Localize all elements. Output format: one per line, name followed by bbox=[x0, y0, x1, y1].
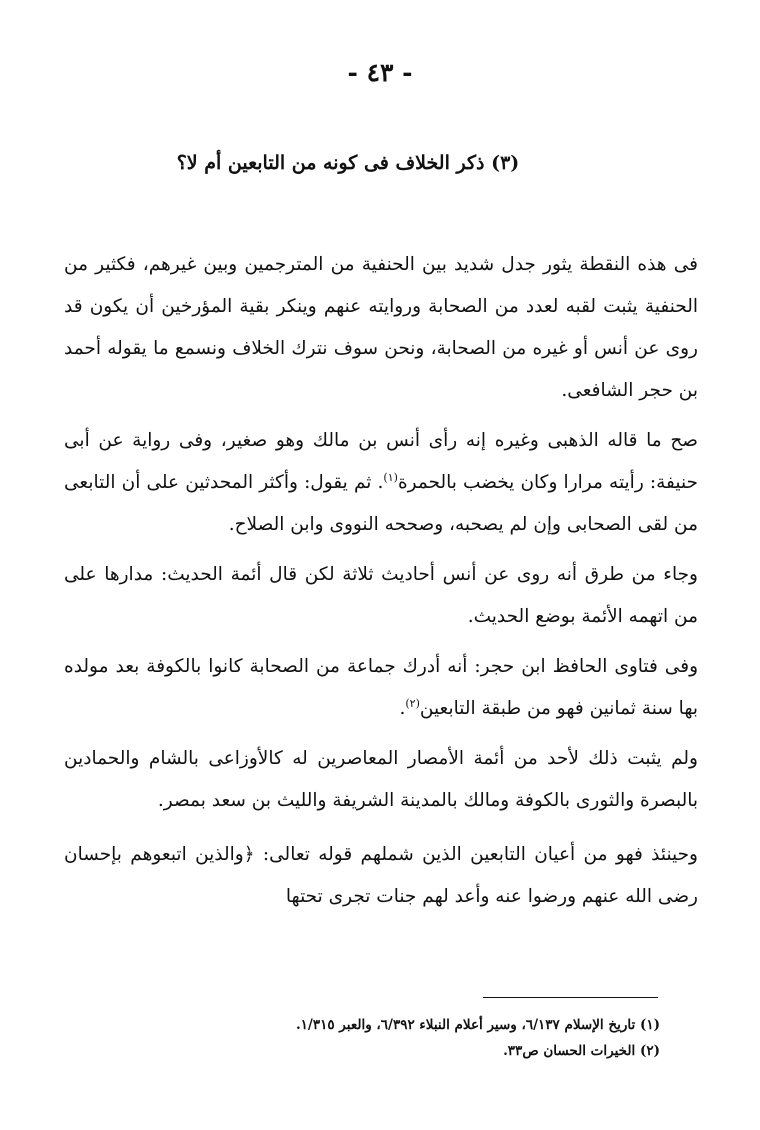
section-title: (٣) ذكر الخلاف فى كونه من التابعين أم لا؟ bbox=[176, 152, 520, 174]
paragraph-text: . bbox=[399, 698, 406, 719]
paragraph-text: صح ما قاله الذهبى وغيره إنه رأى أنس بن مالك وهو صغير، وفى رواية عن أبى حنيفة: رأيته مرارا وكان يخضب بالحمرة bbox=[64, 430, 698, 493]
footnote-divider bbox=[483, 997, 658, 998]
body-text bbox=[64, 244, 698, 918]
footnotes bbox=[180, 1012, 660, 1064]
footnote: (٢) الخيرات الحسان ص٣٣. bbox=[503, 1043, 660, 1059]
page-number: - ٤٣ - bbox=[347, 58, 413, 87]
footnote: (١) تاريخ الإسلام ٦/١٣٧، وسير أعلام النبلاء ٦/٣٩٢، والعبر ١/٣١٥. bbox=[295, 1017, 660, 1033]
paragraph: فى هذه النقطة يثور جدل شديد بين الحنفية من المترجمين وبين غيرهم، فكثير من الحنفية يثبت لقبه لعدد من الصحابة وروايته عنهم وينكر بقية المؤرخين أن يكون قد روى عن أنس أو غيره من الصحابة، ونحن سوف نترك الخلاف ونسمع ما يقوله أحمد بن حجر الشافعى. bbox=[64, 254, 698, 401]
paragraph bbox=[64, 646, 698, 730]
footnote-reference: (٢) bbox=[405, 696, 420, 710]
paragraph-text: وفى فتاوى الحافظ ابن حجر: أنه أدرك جماعة من الصحابة كانوا بالكوفة بعد مولده بها سنة ثمانين فهو من طبقة التابعين bbox=[64, 656, 698, 719]
paragraph: وحينئذ فهو من أعيان التابعين الذين شملهم قوله تعالى: ﴿والذين اتبعوهم بإحسان رضى الله عنهم ورضوا عنه وأعد لهم جنات تجرى تحتها bbox=[64, 844, 698, 907]
footnote-reference: (١) bbox=[383, 470, 398, 484]
paragraph bbox=[64, 420, 698, 546]
paragraph-text: . ثم يقول: وأكثر المحدثين على أن التابعى من لقى الصحابى وإن لم يصحبه، وصححه النووى وابن الصلاح. bbox=[64, 472, 698, 535]
paragraph: ولم يثبت ذلك لأحد من أئمة الأمصار المعاصرين له كالأوزاعى بالشام والحمادين بالبصرة والثورى بالكوفة ومالك بالمدينة الشريفة والليث بن سعد بمصر. bbox=[64, 748, 698, 811]
paragraph: وجاء من طرق أنه روى عن أنس أحاديث ثلاثة لكن قال أئمة الحديث: مدارها على من اتهمه الأئمة بوضع الحديث. bbox=[64, 564, 698, 627]
